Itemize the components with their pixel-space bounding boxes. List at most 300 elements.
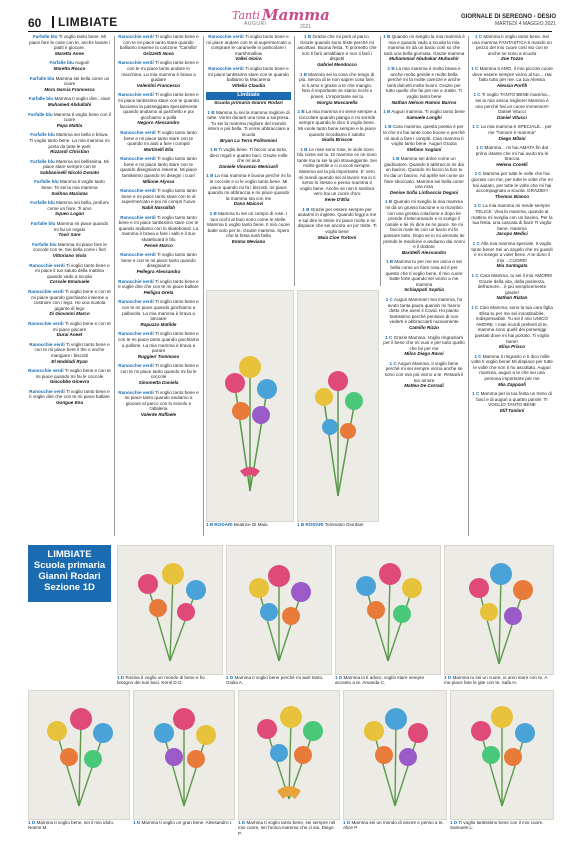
message-entry (206, 147, 291, 169)
message-entry (28, 159, 111, 176)
child-name: Matteo De Corradi (404, 383, 444, 389)
logo-tanti: Tanti (232, 9, 261, 22)
message-entry (117, 34, 200, 56)
message-text: Mamma sei la cosa che tengo di più. Senza di te non saprei cosa fare. Io ti amo e grazie a te che mangio. Non è importante se siamo ricchi o poveri. L'importante sei tu (299, 71, 375, 99)
class-name: Ranocchie verdi (28, 368, 64, 374)
class-name: Farfalle blu (34, 179, 59, 185)
class-name: 1 C (474, 353, 482, 359)
message-text: Ti voglio tanto bene e ti voglie dire che con te mi piace ballare (29, 388, 110, 400)
drawing-photo (450, 690, 554, 820)
child-name: Papa Mattia (56, 122, 83, 128)
class-name: 1 B (384, 124, 392, 130)
column-4 (297, 34, 377, 244)
child-name: Diego Milani (498, 135, 526, 141)
logo-year: 2021 (300, 24, 312, 30)
section-subheading: Scuola primaria Gianni Rodari (214, 100, 283, 106)
message-entry (28, 200, 111, 217)
column-divider (294, 36, 295, 286)
message-entry (297, 34, 377, 68)
child-name: Alessia Porfili (496, 82, 528, 88)
message-text: Ti voglio tanto bene e mi piace tantissimo stare con te quando facciamo la passeggiata specialmente quando andiamo al parchetto e poi giochiamo a palla (118, 92, 199, 120)
child-name: Denise Sofia Linfaoccia Degani (389, 189, 459, 195)
class-name: Ranocchie verdi (118, 60, 154, 66)
child-name: Maretta Anne (55, 50, 84, 56)
child-name: Pelligra Greta (143, 289, 174, 295)
message-text: Mamma sei bella e brava. Ti voglio tanto bene. La mia mamma mi porta da tutte le parti (29, 132, 110, 149)
message-text: Mamma... mi hai AMATA fin dal primo istante che mi hai avuto tra le braccia (475, 145, 549, 162)
child-name: Baratelli Alessandro (401, 249, 447, 255)
child-name: Vittoriano Viola (52, 253, 87, 258)
message-entry (28, 342, 111, 364)
class-name: Ranocchie verdi (118, 299, 154, 305)
child-name: Sokhna Mariama (51, 190, 88, 196)
class-name: 1 B (300, 146, 308, 152)
message-entry (297, 207, 377, 241)
message-text: Le rose sono rose, le viole sono blu come sei tu. Di mamme ce ne sono tante ma tu sei la più straveggente. Sei molto gentile e ci coccoli sempre. Mamma sei la più importante. E' vero mi mandi quando sei al lavoro ma io ti sento lo stesso e penso mamma ti voglio bene. Anche se non ti sembra vero hai un cuore d'oro (297, 146, 377, 197)
message-text: Mamma sei bellissima. Mi piace stare sempre con te (43, 158, 109, 170)
photo-caption: 1 D Mamma ti voglio tanto bene, sei sempre nel mio cuore, sei l'unica mamma che ci sia. Diego P. (238, 820, 336, 836)
child-name: Pellegra Alessandra (136, 268, 181, 274)
drawing-photo (226, 545, 332, 675)
section-title: LIMBIATE (52, 16, 118, 28)
class-name: 1 C (389, 360, 397, 366)
message-entry (383, 34, 465, 62)
message-entry (28, 60, 111, 71)
class-name: 1 B (209, 211, 217, 217)
child-name: Di Giovanni Marco (49, 311, 90, 317)
class-name: 1 C (471, 65, 479, 71)
message-entry (383, 199, 465, 255)
child-name: Mia Santagata (496, 263, 528, 269)
class-name: Ranocchie verdi (118, 331, 154, 337)
message-entry (28, 34, 111, 56)
child-name: Bryan La Terra Politomani (219, 137, 277, 143)
message-entry (117, 252, 200, 274)
child-name: Mia Zappaoli (498, 381, 526, 387)
message-entry (117, 215, 200, 249)
message-entry (28, 76, 111, 93)
class-name: Ranocchie verdi (120, 188, 156, 194)
child-name: Simonetta Daniela (138, 380, 179, 386)
photo-caption: 1 D Mamma ti voglio un gran bene. Alessandro I. (133, 820, 233, 825)
child-name: Dana Maicovi (233, 201, 264, 207)
message-entry (471, 124, 553, 141)
child-name: Corsale Emanuele (49, 279, 90, 285)
class-name: Ranocchie verdi (208, 65, 244, 71)
class-name: 1 B (207, 109, 215, 115)
message-text: La mia mamma è SPECIALE... per me "l'amore è mamma" (480, 124, 552, 135)
child-name: Daniel Vitucci (497, 114, 527, 120)
child-name: Valentini Francesco (136, 82, 181, 88)
child-name: Ruggieri Tommaso (137, 353, 180, 359)
issue-date: MARTEDÌ 4 MAGGIO 2021 (494, 21, 556, 27)
message-entry (28, 132, 111, 154)
column-divider (380, 36, 381, 286)
message-entry (471, 66, 553, 88)
class-name: 1 C (476, 145, 484, 151)
message-entry (206, 173, 291, 207)
message-text: Mamma ti voglio tanto bene. Sei una mamma FANTASTICA ti mando un pezzo del mio cuore così sto con te anche se sono a scuola (472, 34, 552, 56)
drawing-photo (238, 690, 340, 820)
class-name: 1 C (385, 296, 393, 302)
message-text: Ti voglio tanto bene e con te mi piace tanto andare in macchina. La mia mamma è brava a guidare (121, 60, 199, 83)
child-name: Samuele Longhi (406, 114, 442, 120)
message-entry (117, 299, 200, 327)
child-name: Camillo Rizzo (409, 324, 439, 330)
newspaper-info (461, 14, 556, 28)
class-name: Farfalle blu (30, 200, 55, 206)
message-text: Ti voglio tanto tanto bene e mi piace tantissimo stare con te quando andiamo con lo skateboard. La mamma è brava a fare i salti e il suo skateboard è blu (118, 214, 199, 242)
drawing-photo (335, 545, 441, 675)
message-text: Auguri! (74, 60, 90, 66)
class-name: 1 B (299, 71, 307, 77)
child-name: Daniele Vincenzo Menicarli (219, 163, 278, 169)
message-entry (471, 203, 553, 237)
drawing-photo (444, 545, 554, 675)
message-text: Mamma ti ringrazio e ti dico mille volte ti voglio bene! Mi dispiace per tutte le volte che non ti ho ascoltato. Auguri mamma, auguri a te che sei una persona importante per me (471, 353, 553, 382)
class-name: Ranocchie verdi (120, 252, 156, 258)
class-name: Ranocchie verdi (28, 320, 64, 326)
message-text: Cara Mamma, tu sei il mio AMORE! Grazie della vita, della pazienza, dell'amore... è più semplicemente grazie! (477, 272, 553, 295)
child-name: Nabil Nasrallah (141, 205, 176, 211)
child-name: Gabriel Mendocco (317, 61, 357, 67)
message-entry (28, 221, 111, 238)
message-text: Mamma ti voglio bene con il cuore (53, 111, 111, 123)
child-name: Nathan Riatan (496, 295, 528, 301)
message-entry (383, 335, 465, 357)
message-text: Auguri Mamma!!! Sei mamma, ho avuto tanta paura quando mi hanno detto che avevi il Covid. Ho pianto tantissimo perché pensavo di non vederti e abbracciarti nuovamente (387, 296, 463, 325)
child-name: Squeo Logan (54, 211, 85, 217)
page-header (0, 0, 580, 34)
class-name: 1 B (206, 173, 214, 179)
class-name: Ranocchie verdi (118, 363, 154, 369)
class-name: Ranocchie verdi (118, 34, 154, 39)
message-entry (471, 273, 553, 301)
message-text: Ti voglio bene e con te mi piace giocare (52, 320, 111, 332)
class-name: Ranocchie verdi (28, 288, 64, 294)
message-text: Ti voglio tanto bene e con te mi piace bere il the e anche mangiare i biscotti (34, 341, 110, 358)
message-entry (297, 147, 377, 203)
message-entry (206, 211, 291, 245)
class-name: Farfalle blu (49, 60, 74, 66)
child-name: Rapuzzo Matilde (140, 321, 177, 327)
child-name: Nathan Nelson Ramos Barros (391, 99, 457, 105)
message-text: Ti voglio tanto bene e mi piace tanto quando andiamo a giocare al parco con lo scivolo e l'altalena (124, 389, 199, 412)
class-name: 1 C (474, 34, 483, 39)
photo-caption: 1 B RODARI Tommaso Giordani (297, 522, 364, 527)
message-text: Ti voglio bene. Ti faccio una torta, dieci regali e quattro baci. Grazie mille che mi aiuti (209, 147, 288, 164)
message-text: Auguri Mamma, ti voglio bene perché mi sei sempre vicina anche se sono con mio più vicino a te. Restarà il tuo amore (384, 360, 464, 383)
message-text: Ti voglio TANTO BENE mamma... sei la mia amica migliore! Mamma è uno perché hai un cuore immenso!!! Daniel Vitucci (475, 92, 551, 115)
message-text: Ti voglio tanto bene e con te mi piace tanto quando giochiamo a pallone. La mia mamma è brava a parare (117, 331, 200, 354)
child-name: Elif Tanlani (499, 408, 525, 414)
photo-caption: 1 D Mamma tu sei un cuore, io amo stare con te. A me piace fare le gite con te. Safa H. (444, 675, 548, 686)
drawing-photo (343, 690, 447, 820)
message-entry (383, 297, 465, 331)
message-entry (206, 66, 291, 88)
logo-mamma: Mamma (262, 6, 330, 24)
column-divider (114, 36, 115, 536)
message-text: Ti voglio tanto bene e con te mi piace tanto quando mi fai le coccole (120, 363, 199, 380)
message-text: Mamma sei bella, profumi come un fiore. Ti amo (47, 200, 109, 211)
class-name: Ranocchie verdi (118, 92, 154, 98)
child-name: Maretta Rocco (53, 65, 86, 71)
drawing-photo-rose-bouquet (206, 290, 294, 522)
message-text: La mia mamma è buona perché mi fa le coccole e io le voglio tanto bene. Mi piace quando mi fa i biscotti, mi piace quando mi abbraccia e mi piace quando la mamma sta con me (207, 173, 291, 201)
class-name: 1 C (474, 203, 482, 209)
drawing-photo (133, 690, 235, 820)
child-name: Helena Covelli (496, 161, 528, 167)
message-entry (28, 96, 111, 107)
message-text: Mamma ti voglio tanto bene. Te sei la mia mamma (41, 179, 105, 191)
message-text: Ti voglio tanto tanto bene e con te mi piace tanto quando disegniamo (121, 252, 197, 269)
message-entry (117, 331, 200, 359)
message-entry (28, 368, 111, 385)
message-text: Ti voglio tanto bene e con te mi piace quando giochiamo a pallavolo. La mia mamma è brava a lanciare (121, 299, 199, 322)
class-name: 1 B (385, 199, 393, 205)
message-entry (28, 263, 111, 285)
photo-caption: 1 D Mamma sei un mondo di amore e penso a te. Alice P. (343, 820, 444, 831)
child-name: Milione Alyssa (142, 178, 175, 184)
child-name: Tavir Sare (58, 232, 81, 238)
child-name: Giacobbe Ginevra (49, 379, 90, 385)
class-banner: LIMBIATE Scuola primaria Gianni Rodari Sezione 1D (28, 545, 111, 602)
class-name: Farfalle blu (29, 75, 55, 81)
class-name: 1 C (473, 92, 481, 98)
child-name: Grizzetti Nova (143, 50, 174, 56)
class-name: Farfalle blu (28, 111, 53, 117)
message-entry (383, 124, 465, 152)
class-name: 1 B (383, 34, 391, 39)
section-heading: Limbiate (206, 92, 291, 100)
message-entry (383, 259, 465, 293)
message-entry (471, 92, 553, 120)
class-name: 1 B (392, 156, 400, 162)
message-text: Ti voglio tanto tanto bene e mi piace tanto stare con te quando disegniamo insieme. Mi piace tantissimo quando mi disegni i cuori (120, 156, 197, 179)
class-name: Ranocchie verdi (120, 156, 156, 162)
child-name: Vittelio Claudia (231, 82, 265, 88)
class-name: 1 B (210, 147, 218, 153)
class-name: Farfalle blu (28, 96, 54, 102)
class-name: 1 C (471, 304, 479, 310)
header-rule (28, 31, 552, 32)
class-name: Ranocchie verdi (208, 34, 244, 39)
message-entry (471, 34, 553, 62)
message-entry (206, 34, 291, 62)
child-name: Rizzardi Christian (50, 149, 89, 155)
child-name: Maia Cioe Tortoni (317, 234, 357, 240)
child-name: Emma Meviano (231, 239, 266, 244)
child-name: Muhamed Abdullahi (47, 101, 92, 107)
class-name: 1 B (383, 109, 391, 115)
message-text: Grazie per essere sempre per aiutarmi in inglese. Quando leggi a me e sai dire le storie mi piace molto e mi dispiace che sei ancora un po' triste. Ti voglio bene (297, 206, 377, 234)
child-name: Giorgia Muscarella (316, 99, 358, 105)
message-text: Mamma tu sei la mamma migliore di tutte. Vorrei donarti una rosa a sorpresa. Tu sei la mamma migliore del mondo intero e più bella. Ti vorrei abbracciare a scuola (207, 109, 290, 137)
message-text: Ti voglio tanto bene. Mi piace fare le cose con te, anche lavare i piatti e giocare. (29, 34, 110, 51)
message-text: Ti voglio tanto tanto bene e mi piace tanto stare con te quando mi aiuti a fare i compiti (123, 129, 197, 147)
message-text: Ti voglio tanto tanto bene e mi piace tanto stare con te al supermercato e poi mi compri l'uovo (121, 188, 197, 205)
drawing-photo (28, 690, 130, 820)
child-name: Schiappati Sophia (404, 287, 444, 293)
logo-auguri: AUGURI (244, 21, 267, 27)
child-name: Milos Diego Ravsi (404, 351, 444, 357)
column-3 (206, 34, 291, 249)
message-text: La mia mamma mi rende sempre FELICE. Viva la mamma, quando al mattino mi sveglia con un bacino. Per la tua festa, una cascata di baci! Ti voglio bene, mamma (471, 203, 553, 231)
message-text: Mamma per la tua festa un treno di baci e di auguri a quattro parole: TI VOGLIO TANTO BENE (476, 391, 552, 408)
message-entry (28, 321, 111, 338)
message-text: Grazie che mi porti al parco. Grazie quando sono triste perché mi ascoltavi. Buona festa. Ti prometto che non ti farò arrabbiare e non ti farò i dispetti (297, 34, 377, 62)
child-name: Martinelli Elia (143, 146, 174, 152)
class-name: 1 C (472, 391, 480, 397)
class-name: 1 B (387, 65, 395, 71)
child-name: Pennè Marco (144, 242, 173, 248)
message-text: Ti voglio tanto bene e ti voglie dire che con te mi piace ballare (118, 278, 199, 290)
class-name: Ranocchie verdi (29, 388, 65, 394)
message-entry (28, 112, 111, 129)
message-text: Quando mi sveglio la mia mamma mi dà un grosso bacione e io ricambio con una grossa colazione e dopo lei prende il telecomando e io scelgo il canale e lei mi dice se mi piace. Se mi faccio male lei con un bacio mi fa passare tutto. Dopo se io mi ammalo lei prende le medicine e andiamo dai nonni e il dottore (383, 199, 465, 250)
class-name: Farfalle blu (32, 241, 57, 247)
message-text: La mia mamma mi viene sempre a coccolare quando piango e mi sorride sempre quando le dico ti voglio bene. Mi vuole tanto bene sempre e le piace quando ricordiamo il salotto (298, 109, 377, 137)
child-name: Mara Garcia Francesca (44, 86, 95, 92)
child-name: Elisa Prisco (498, 344, 526, 350)
child-name: Muhammad Abubakar Muhushir (389, 56, 459, 62)
column-divider (203, 36, 204, 536)
message-entry (117, 188, 200, 210)
class-name: 1 B (297, 109, 305, 115)
message-text: Cara mamma, questa poesia è per te che mi hai tante cose buone e perché mi aiuti a fare i compiti. Ciao mamma ti voglio tanto bene. Auguri Grazia (383, 124, 465, 147)
class-name: Ranocchie verdi (118, 278, 154, 284)
message-entry (28, 179, 111, 196)
message-text: Quando mi sveglio la mia mamma è mia e quando vado a scuola la mia mamma mi dà un bacio così so che sarà una bella giornata. Grazie mamma (383, 34, 465, 56)
message-entry (28, 242, 111, 259)
message-text: Ti voglio tanto bene e con te mi piace tanto stare quando balliamo insieme la canzone "Camilla" (119, 34, 199, 51)
class-name: Ranocchie verdi (118, 389, 154, 395)
drawing-photo (117, 545, 223, 675)
message-entry (117, 60, 200, 88)
message-entry (383, 156, 465, 195)
column-6 (471, 34, 553, 418)
child-name: Sabbaniselli Nicolò Donato (39, 169, 100, 175)
class-name: 1 B (302, 206, 310, 212)
message-text: Grazie Mamma. Voglio ringraziarti per il bene che mi vuoi e per tutto quello che fai per me (383, 334, 465, 351)
message-entry (28, 289, 111, 317)
message-text: Mamma tu sei un campo di rose. I tuoi occhi al buio sono come le stelle. Mamma ti voglio tanto bene. Il mio cuore batte solo per te. Grazie mamma. Spero che la festa sarà bella (207, 211, 290, 239)
newspaper-name: GIORNALE DI SEREGNO - DESIO (460, 14, 556, 20)
message-text: Mamma sei bella come un cuore (55, 75, 110, 87)
class-name: Ranocchie verdi (29, 341, 65, 347)
child-name: Thomas Bianco (494, 193, 530, 199)
child-name: Giulia Briscoe (321, 137, 353, 143)
message-entry (383, 109, 465, 120)
child-name: Durai Aneet (56, 332, 83, 338)
column-1 (28, 34, 111, 410)
message-entry (117, 363, 200, 385)
message-text: Ti voglio tanto bene e mi piace andare con te al supermercato a comprare le caramelle in particolare i marshmallow (206, 34, 291, 56)
message-text: Mamma tu per me sei unica e sei bella come un fiore rosa ed è per questo che ti voglio bene. Il mio cuore batte forte quando sei vicino a me mamma (385, 259, 463, 287)
class-name: 1 C (472, 241, 480, 246)
photo-caption: 1 D Ti voglio tantissimo bene con il mio cuore. Samuele L. (450, 820, 544, 831)
message-text: Ti voglio tanto bene e mi piace tantissimo stare con te quando balliamo la Macarena (208, 65, 289, 83)
photo-caption: 1 D Mamma ti voglio bene perché mi aiuti tanto. Giulia A. (226, 675, 324, 686)
class-name: 1 C (385, 334, 393, 340)
page-number: 60 (28, 16, 42, 30)
message-text: Mamma per tutte le volte che hai giocato con me, per tutte le volte che mi hai aiutato, per tutte le volte che mi hai accompagnato a scuola. GRAZIE!!! (471, 171, 553, 194)
photo-caption: 1 D Mamma io ti adoro, voglio stare sempre accanto a te. Amanda C. (335, 675, 425, 686)
message-entry (471, 305, 553, 350)
drawing-photo-flower-vase (297, 290, 379, 522)
message-text: Ti voglio tanto bene e mi piace il tuo saluto della mattina quando vado a scuola (35, 262, 110, 279)
column-divider (468, 36, 469, 536)
message-text: Ti voglio bene e con te mi piace quando mi fai le coccole (35, 368, 111, 379)
child-name: El Haddadi Ryan (51, 358, 88, 364)
child-name: Valente Raffaele (140, 412, 177, 418)
message-entry (471, 354, 553, 388)
message-text: Mamma sei dolce come un giudicatore. Quando ti abbraccio mi dai un bacino. Quando mi faccio la box tu mi dai un bacino. Ad aprile sei come un fiore sbocciato. Mamma sei bella come una rosa (384, 156, 464, 190)
class-name: Farfalle blu (30, 132, 55, 138)
class-name: Farfalle blu (32, 34, 58, 39)
photo-caption: 1 D Rosina ti voglio un mondo di bene e ho bisogno dei tuoi baci. Kerol D.G. (117, 675, 205, 686)
class-name: Ranocchie verdi (120, 129, 156, 135)
message-text: Ti voglio bene e con te mi piace quando giochiamo insieme a costruire con i lego. Ho una scatola gigante di lego (31, 288, 111, 311)
class-name: Farfalle blu (30, 221, 56, 227)
message-text: Mamma ti voglio dire...ciao! (54, 96, 111, 102)
message-entry (297, 109, 377, 143)
message-entry (471, 241, 553, 269)
message-entry (117, 390, 200, 418)
message-entry (383, 66, 465, 105)
message-entry (471, 391, 553, 413)
child-name: Negoro Alessandro (137, 120, 180, 126)
message-entry (117, 130, 200, 152)
class-name: Ranocchie verdi (29, 262, 65, 268)
column-5 (383, 34, 465, 393)
message-text: Mamma mi piace fare le coccole con te. Sei bella come i fiori (32, 241, 107, 253)
class-name: 1 B (385, 259, 394, 265)
photo-caption: 1 D Mamma ti voglio bene, sei il mio idolo. Noemi M. (28, 820, 115, 831)
message-entry (471, 145, 553, 167)
message-entry (206, 110, 291, 144)
message-text: Auguri mamma. Ti voglio tanto bene (391, 109, 465, 115)
festa-mamma-logo (232, 6, 342, 32)
message-entry (117, 156, 200, 184)
message-text: Mamma ti AMO, il mio piccolo cuore deve essere sempre vicino al tuo... Hai fatto tutto per me. La tua Alessia (472, 65, 553, 83)
message-entry (117, 92, 200, 126)
child-name: Irene D'Elia (324, 197, 350, 203)
message-text: Mamma mi piace quando mi fai un regalo (53, 221, 109, 232)
class-name: 1 C (471, 272, 479, 278)
message-entry (117, 279, 200, 296)
message-entry (28, 389, 111, 406)
message-entry (471, 171, 553, 199)
child-name: Vallei Gioira (235, 56, 262, 62)
child-name: Zoe Tozzo (500, 56, 524, 62)
child-name: Jacopo Medici (496, 231, 528, 237)
message-text: Ciao Mamma, sono la tua cara figlia Elisa tu per me sei insostituibile, indispensabile. Tu sei il mio UNICO AMORE. I miei ricordi preferiti di te, mamma sono quelli dei pomeriggi passati dove mi hai portato. Ti voglio bene! (474, 304, 553, 344)
class-name: 1 B (304, 34, 312, 39)
class-name: Farfalle blu (30, 158, 55, 164)
class-name: 1 C (472, 124, 480, 130)
child-name: Gongue Ena (55, 400, 84, 406)
class-name: 1 C (474, 171, 482, 177)
column-2 (117, 34, 200, 422)
class-name: Ranocchie verdi (120, 214, 156, 220)
child-name: Stefano Sogiani (406, 146, 442, 152)
message-entry (297, 72, 377, 106)
message-entry (383, 361, 465, 389)
photo-caption: 1 B RODARI Beatrice Di Maio (206, 522, 268, 527)
message-text: La mia mamma è molto brava e anche molto gentile e molto bella perché mi fa molte carezze e anche tanti dolcetti molto buoni. Grazie per tutto quello che fai per me e Justin. Ti voglio tanto bene (385, 65, 463, 99)
message-text: Alla mia mamma speciale, ti voglio tanto bene! Sei un angelo che mi guardi e mi insegni a voler bene. A te dono il mio ...CUORE! (471, 241, 553, 263)
